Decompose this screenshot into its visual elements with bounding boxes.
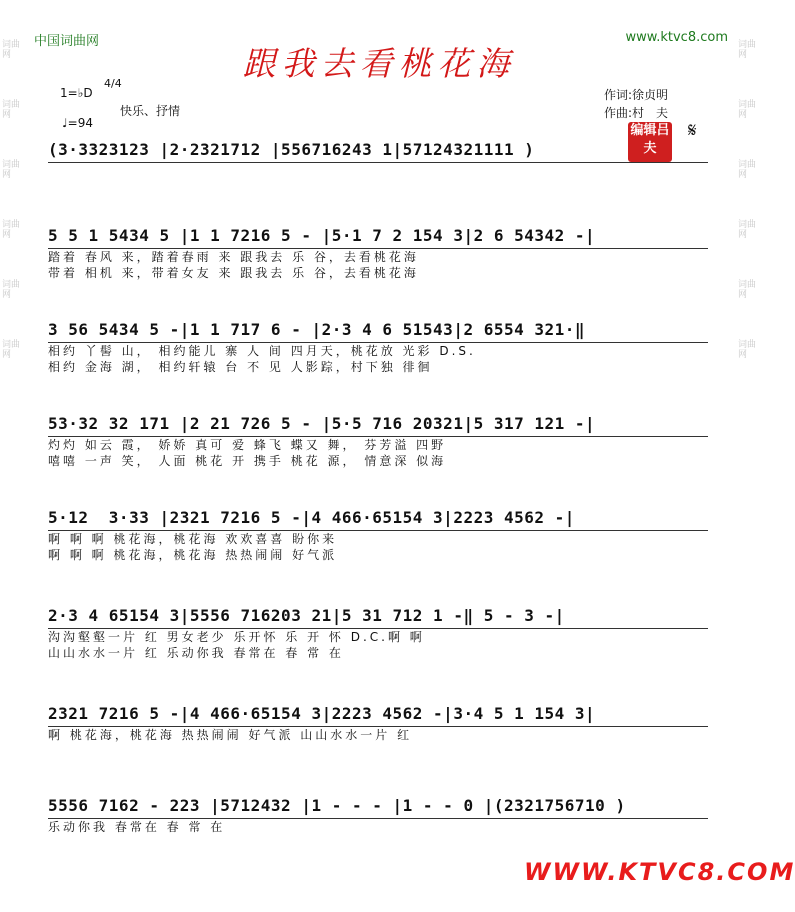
lyric-row: 山山水水一片 红 乐动你我 春常在 春 常 在 [48, 646, 344, 660]
staff-line [48, 320, 708, 375]
watermark-text: 词曲网 [2, 280, 21, 300]
watermark-text: 词曲网 [738, 280, 757, 300]
watermark-text: 词曲网 [2, 160, 21, 180]
notation-row: 5·12 3·33 |2321 7216 5 -|4 466·65154 3|2223 4562 -| [48, 508, 708, 531]
lyric-row: 踏着 春风 来，踏着春雨 来 跟我去 乐 谷，去看桃花海 [48, 250, 419, 264]
lyric-row: 相约 丫髻 山， 相约能儿 寨 人 间 四月天，桃花放 光彩 D.S. [48, 344, 476, 358]
time-signature: 4/4 [104, 77, 122, 90]
lyric-row: 啊 啊 啊 桃花海，桃花海 欢欢喜喜 盼你来 [48, 532, 338, 546]
segno-icon: 𝄋 [688, 118, 697, 142]
watermark-text: 词曲网 [2, 100, 21, 120]
staff-line [48, 704, 708, 743]
watermark-text: 词曲网 [2, 220, 21, 240]
lyric-row: 相约 金海 湖， 相约轩辕 台 不 见 人影踪，村下独 徘徊 [48, 360, 433, 374]
watermark-text: 词曲网 [738, 40, 757, 60]
lyricist: 作词:徐贞明 [604, 88, 669, 102]
song-title: 跟我去看桃花海 [242, 44, 516, 83]
lyric-row: 灼灼 如云 霞， 娇娇 真可 爱 蜂飞 蝶又 舞， 芬芳溢 四野 [48, 438, 447, 452]
staff-line [48, 508, 708, 563]
tempo-marking: ♩=94 [62, 116, 93, 130]
staff-line [48, 796, 708, 835]
notation-row: 53·32 32 171 |2 21 726 5 - |5·5 716 20321|5 317 121 -| [48, 414, 708, 437]
editor-stamp: 编辑吕夫 [628, 122, 672, 162]
site-url-right[interactable]: www.ktvc8.com [625, 30, 728, 45]
footer-logo: WWW.KTVC8.COM [524, 858, 795, 886]
watermark-text: 词曲网 [2, 340, 21, 360]
notation-row: 2321 7216 5 -|4 466·65154 3|2223 4562 -|3·4 5 1 154 3| [48, 704, 708, 727]
credits [604, 86, 668, 122]
notation-row: 5556 7162 - 223 |5712432 |1 - - - |1 - - 0 |(2321756710 ) [48, 796, 708, 819]
key-signature: 1=♭D [60, 86, 93, 100]
notation-row: (3·3323123 |2·2321712 |556716243 1|57124321111 ) [48, 140, 708, 163]
right-watermark-column [738, 0, 756, 912]
lyric-row: 乐动你我 春常在 春 常 在 [48, 820, 226, 834]
lyric-row: 啊 桃花海，桃花海 热热闹闹 好气派 山山水水一片 红 [48, 728, 413, 742]
composer: 作曲:村 夫 [604, 106, 669, 120]
staff-line [48, 414, 708, 469]
lyric-row: 嘻嘻 一声 笑， 人面 桃花 开 携手 桃花 源， 情意深 似海 [48, 454, 447, 468]
staff-line [48, 226, 708, 281]
lyric-row: 沟沟壑壑一片 红 男女老少 乐开怀 乐 开 怀 D.C.啊 啊 [48, 630, 425, 644]
mood-marking: 快乐、抒情 [120, 104, 181, 118]
lyric-row: 带着 相机 来，带着女友 来 跟我去 乐 谷，去看桃花海 [48, 266, 419, 280]
site-name-left: 中国词曲网 [34, 34, 100, 49]
lyric-row: 啊 啊 啊 桃花海，桃花海 热热闹闹 好气派 [48, 548, 338, 562]
staff-line [48, 606, 708, 661]
watermark-text: 词曲网 [738, 160, 757, 180]
watermark-text: 词曲网 [738, 340, 757, 360]
notation-row: 2·3 4 65154 3|5556 716203 21|5 31 712 1 -‖ 5 - 3 -| [48, 606, 708, 629]
staff-line [48, 140, 708, 163]
watermark-text: 词曲网 [738, 220, 757, 240]
notation-row: 5 5 1 5434 5 |1 1 7216 5 - |5·1 7 2 154 3|2 6 54342 -| [48, 226, 708, 249]
watermark-text: 词曲网 [738, 100, 757, 120]
notation-row: 3 56 5434 5 -|1 1 717 6 - |2·3 4 6 51543|2 6554 321·‖ [48, 320, 708, 343]
watermark-text: 词曲网 [2, 40, 21, 60]
left-watermark-column [2, 0, 20, 912]
